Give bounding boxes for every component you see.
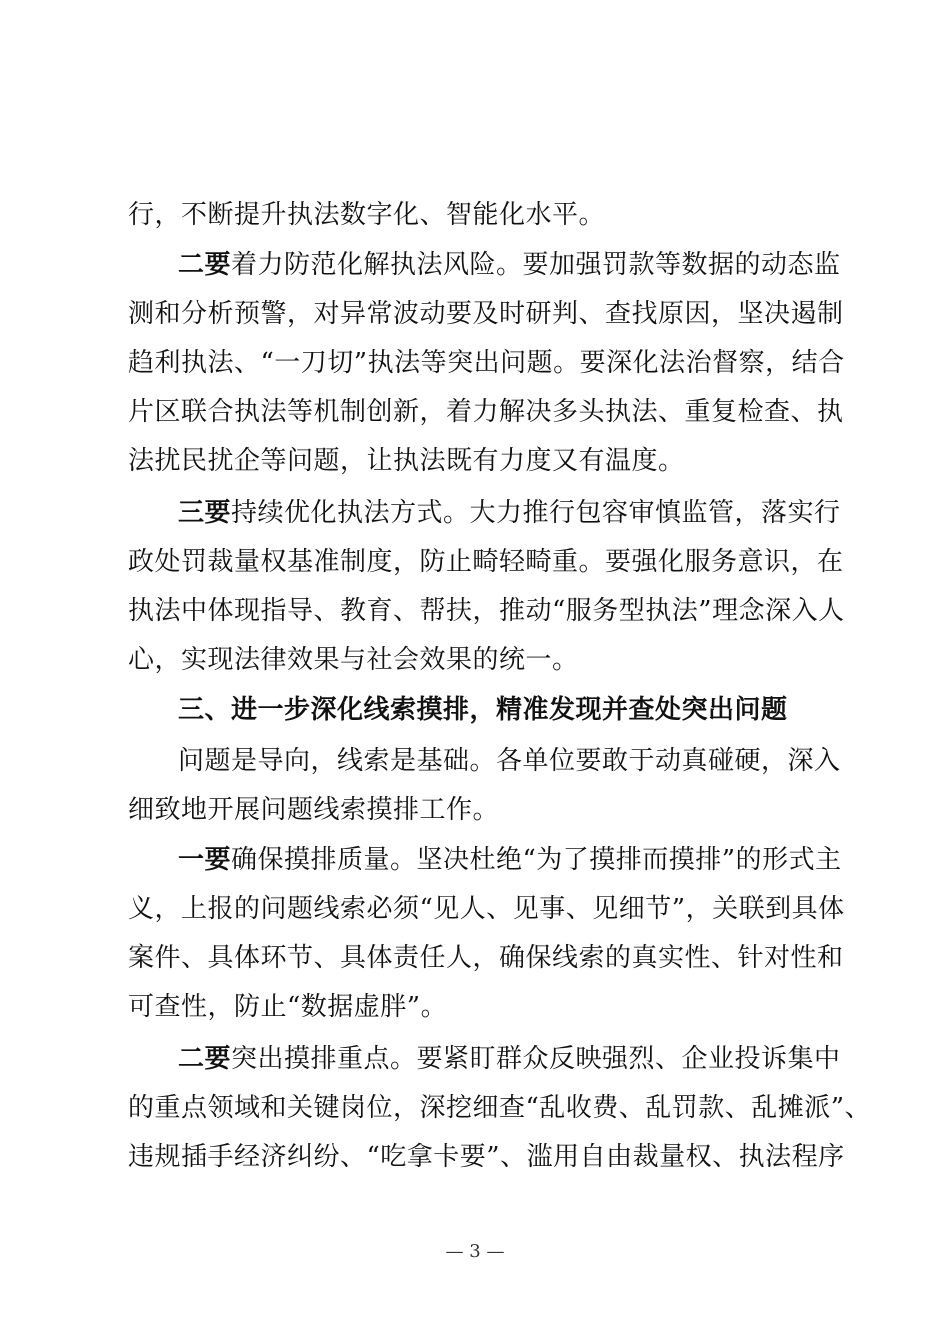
paragraph-line	[128, 1091, 872, 1125]
paragraph-line	[128, 892, 845, 926]
section-heading	[178, 693, 828, 727]
line-text: 的重点领域和关键岗位，深挖细查“乱收费、乱罚款、乱摊派”、	[128, 1093, 872, 1123]
paragraph-lead: 二要	[178, 1044, 232, 1074]
paragraph-lead: 二要	[178, 250, 232, 280]
paragraph-lead: 一要	[178, 845, 232, 875]
line-text: 着力防范化解执法风险。要加强罚款等数据的动态监	[231, 250, 841, 280]
paragraph-line	[128, 346, 845, 380]
paragraph-line	[128, 793, 828, 827]
paragraph-line	[178, 744, 841, 778]
paragraph-line	[178, 496, 841, 530]
line-text: 法扰民扰企等问题，让执法既有力度又有温度。	[128, 446, 685, 476]
paragraph-line	[128, 990, 828, 1024]
paragraph-line	[128, 545, 844, 579]
line-text: 持续优化执法方式。大力推行包容审慎监管，落实行	[231, 498, 841, 528]
paragraph-line	[128, 297, 844, 331]
paragraph-line	[128, 643, 828, 677]
line-text: 趋利执法、“一刀切”执法等突出问题。要深化法治督察，结合	[128, 348, 845, 378]
paragraph-line	[128, 1140, 845, 1174]
line-text: 测和分析预警，对异常波动要及时研判、查找原因，坚决遏制	[128, 299, 844, 329]
line-text: 行，不断提升执法数字化、智能化水平。	[128, 200, 606, 230]
line-text: 细致地开展问题线索摸排工作。	[128, 795, 500, 825]
paragraph-line	[178, 843, 842, 877]
heading-text: 三、进一步深化线索摸排，精准发现并查处突出问题	[178, 695, 788, 725]
paragraph-line	[128, 594, 845, 628]
paragraph-lead: 三要	[178, 498, 232, 528]
paragraph-line	[128, 198, 828, 232]
paragraph-line	[128, 395, 844, 429]
line-text: 心，实现法律效果与社会效果的统一。	[128, 645, 579, 675]
line-text: 违规插手经济纠纷、“吃拿卡要”、滥用自由裁量权、执法程序	[128, 1142, 845, 1172]
line-text: 问题是导向，线索是基础。各单位要敢于动真碰硬，深入	[178, 746, 841, 776]
line-text: 案件、具体环节、具体责任人，确保线索的真实性、针对性和	[128, 943, 844, 973]
page-number: — 3 —	[445, 1241, 505, 1262]
line-text: 政处罚裁量权基准制度，防止畸轻畸重。要强化服务意识，在	[128, 547, 844, 577]
paragraph-line	[178, 248, 841, 282]
line-text: 义，上报的问题线索必须“见人、见事、见细节”，关联到具体	[128, 894, 845, 924]
paragraph-line	[128, 444, 828, 478]
line-text: 片区联合执法等机制创新，着力解决多头执法、重复检查、执	[128, 397, 844, 427]
line-text: 执法中体现指导、教育、帮扶，推动“服务型执法”理念深入人	[128, 596, 845, 626]
line-text: 突出摸排重点。要紧盯群众反映强烈、企业投诉集中	[231, 1044, 841, 1074]
paragraph-line	[128, 941, 844, 975]
paragraph-line	[178, 1042, 841, 1076]
line-text: 可查性，防止“数据虚胖”。	[128, 992, 448, 1022]
line-text: 确保摸排质量。坚决杜绝“为了摸排而摸排”的形式主	[231, 845, 842, 875]
